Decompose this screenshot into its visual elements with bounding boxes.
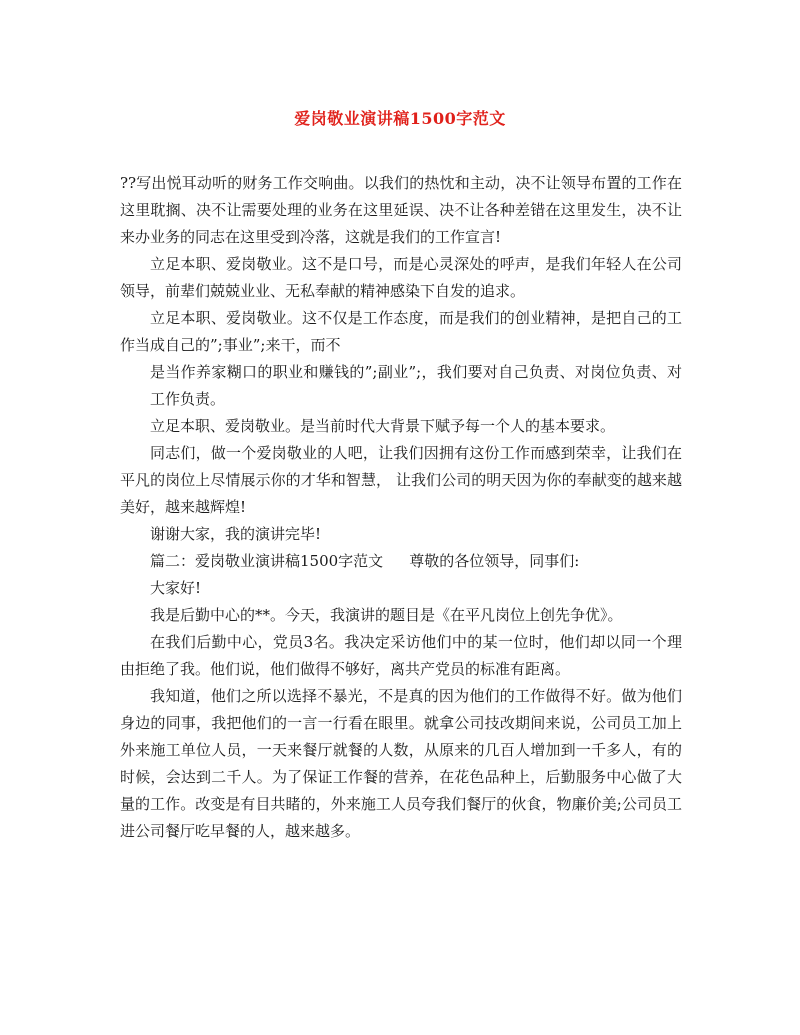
paragraph: 谢谢大家，我的演讲完毕! xyxy=(150,525,322,543)
paragraph: ??写出悦耳动听的财务工作交响曲。以我们的热忱和主动，决不让领导布置的工作在这里耽搁、决不让需要处理的业务在这里延误、决不让各种差错在这里发生，决不让来办业务的同志在这里受到冷落，这就是我们的工作宣言! xyxy=(120,174,682,246)
section-heading: 篇二：爱岗敬业演讲稿1500字范文 xyxy=(150,552,384,570)
document-body xyxy=(120,170,682,845)
paragraph: 立足本职、爱岗敬业。是当前时代大背景下赋予每一个人的基本要求。 xyxy=(150,417,616,435)
paragraph: 在我们后勤中心，党员3名。我决定采访他们中的某一位时，他们却以同一个理由拒绝了我。他们说，他们做得不够好，离共产党员的标准有距离。 xyxy=(120,633,682,678)
paragraph: 我知道，他们之所以选择不暴光，不是真的因为他们的工作做得不好。做为他们身边的同事，我把他们的一言一行看在眼里。就拿公司技改期间来说，公司员工加上外来施工单位人员，一天来餐厅就餐的人数，从原来的几百人增加到一千多人，有的时候，会达到二千人。为了保证工作餐的营养，在花色品种上，后勤服务中心做了大量的工作。改变是有目共睹的，外来施工人员夸我们餐厅的伙食，物廉价美;公司员工进公司餐厅吃早餐的人，越来越多。 xyxy=(120,687,682,840)
salutation: 尊敬的各位领导，同事们: xyxy=(409,552,580,570)
paragraph: 我是后勤中心的**。今天，我演讲的题目是《在平凡岗位上创先争优》。 xyxy=(150,606,623,624)
paragraph: 立足本职、爱岗敬业。这不是口号，而是心灵深处的呼声，是我们年轻人在公司领导，前辈们兢兢业业、无私奉献的精神感染下自发的追求。 xyxy=(120,255,682,300)
paragraph: 立足本职、爱岗敬业。这不仅是工作态度，而是我们的创业精神，是把自己的工作当成自己的”;事业”;来干，而不 xyxy=(120,309,682,354)
document-title: 爱岗敬业演讲稿1500字范文 xyxy=(294,109,506,128)
paragraph: 同志们，做一个爱岗敬业的人吧，让我们因拥有这份工作而感到荣幸，让我们在平凡的岗位上尽情展示你的才华和智慧， 让我们公司的明天因为你的奉献变的越来越美好，越来越辉煌! xyxy=(120,444,682,516)
paragraph: 是当作养家糊口的职业和赚钱的”;副业”;，我们要对自己负责、对岗位负责、对工作负责。 xyxy=(150,363,682,408)
section-heading-line xyxy=(120,548,682,575)
paragraph: 大家好! xyxy=(150,579,202,597)
